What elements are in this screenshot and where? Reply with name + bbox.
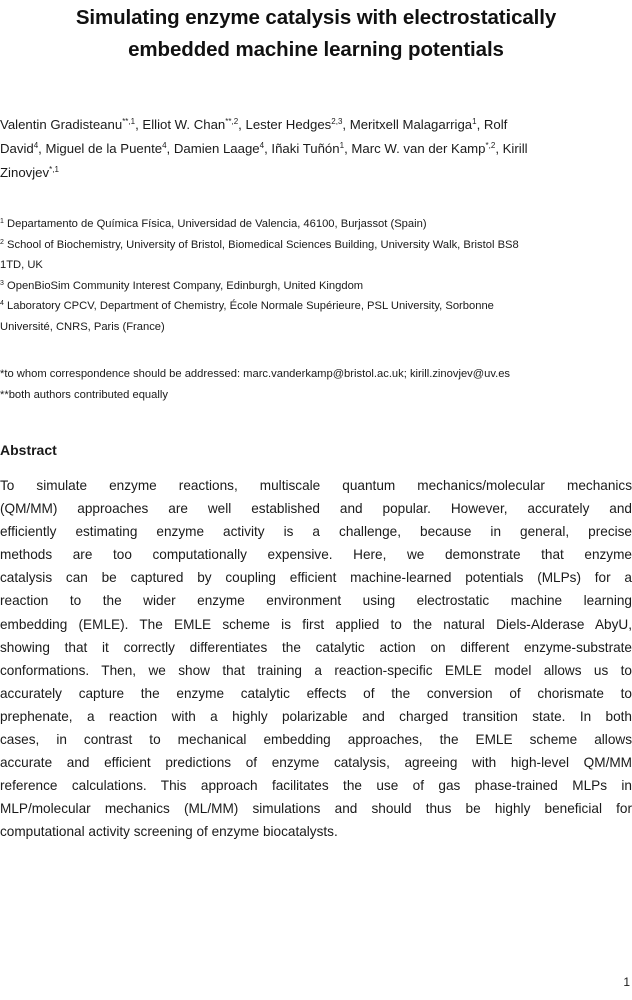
abstract-line: catalysis can be captured by coupling efficient machine-learned potentials (MLPs) for a <box>0 570 632 586</box>
abstract-line: methods are too computationally expensive. Here, we demonstrate that enzyme <box>0 547 632 563</box>
abstract-line: MLP/molecular mechanics (ML/MM) simulations and should thus be highly beneficial for <box>0 801 632 817</box>
author-affiliation-marker: *,1 <box>49 165 59 174</box>
title-line: Simulating enzyme catalysis with electrostatically <box>75 6 557 29</box>
affiliation-line <box>0 296 632 317</box>
abstract-line: computational activity screening of enzyme biocatalysts. <box>0 824 338 840</box>
author-affiliation-marker: 4 <box>259 141 265 150</box>
abstract-line: reaction to the wider enzyme environment using electrostatic machine learning <box>0 593 632 609</box>
author-affiliation-marker: **,2 <box>225 117 239 126</box>
affiliation-list <box>0 214 632 337</box>
abstract-line: prephenate, a reaction with a highly polarizable and charged transition state. In both <box>0 708 632 724</box>
correspondence-line: *to whom correspondence should be addressed: marc.vanderkamp@bristol.ac.uk; kirill.zinovjev@uv.es <box>0 368 511 380</box>
affiliation-marker: 2 <box>0 238 4 246</box>
affiliation-line <box>0 276 632 297</box>
author-affiliation-marker: 4 <box>33 141 39 150</box>
abstract-heading: Abstract <box>0 442 57 458</box>
affiliation-line <box>0 214 632 235</box>
affiliation-text: Departamento de Química Física, Universidad de Valencia, 46100, Burjassot (Spain) <box>3 218 427 230</box>
affiliation-line <box>0 255 632 276</box>
page-number: 1 <box>623 975 630 989</box>
affiliation-text: OpenBioSim Community Interest Company, Edinburgh, United Kingdom <box>3 279 364 292</box>
affiliation-marker: 1 <box>0 218 4 225</box>
affiliation-text: Laboratory CPCV, Department of Chemistry, École Normale Supérieure, PSL University, Sorbonne <box>3 300 494 312</box>
author-line <box>0 137 632 161</box>
author-affiliation-marker: **,1 <box>122 117 136 126</box>
affiliation-marker: 4 <box>0 300 4 307</box>
affiliation-text: School of Biochemistry, University of Bristol, Biomedical Sciences Building, University Walk, Bristol BS8 <box>3 238 519 251</box>
author-name: , Kirill <box>495 141 528 156</box>
affiliation-line <box>0 317 632 338</box>
author-name: , Elliot W. Chan <box>135 117 226 132</box>
author-line <box>0 113 632 137</box>
author-affiliation-marker: *,2 <box>485 141 496 150</box>
author-name: David <box>0 141 34 156</box>
author-name: , Lester Hedges <box>238 117 332 132</box>
abstract-line: reference calculations. This approach facilitates the use of gas phase-trained MLPs in <box>0 778 632 794</box>
abstract-line: embedding (EMLE). The EMLE scheme is first applied to the natural Diels-Alderase AbyU, <box>0 616 632 632</box>
abstract-line: accurately capture the enzyme catalytic effects of the conversion of chorismate to <box>0 685 632 701</box>
author-name: Zinovjev <box>0 165 50 180</box>
title-line: embedded machine learning potentials <box>128 38 504 61</box>
equal-contribution-line: **both authors contributed equally <box>0 389 168 401</box>
author-affiliation-marker: 1 <box>472 117 477 126</box>
abstract-line: showing that it correctly differentiates the catalytic action on different enzyme-substrate <box>0 639 632 655</box>
author-name: , Rolf <box>476 117 508 132</box>
correspondence-note <box>0 364 632 406</box>
author-name: Valentin Gradisteanu <box>0 117 123 132</box>
affiliation-text: 1TD, UK <box>0 259 43 271</box>
abstract-line: cases, in contrast to mechanical embedding approaches, the EMLE scheme allows <box>0 732 632 748</box>
abstract-body <box>0 474 632 844</box>
author-name: , Meritxell Malagarriga <box>342 117 473 132</box>
author-name: , Miguel de la Puente <box>38 141 163 156</box>
author-list <box>0 113 632 185</box>
affiliation-marker: 3 <box>0 279 4 287</box>
author-name: , Iñaki Tuñón <box>264 141 340 156</box>
abstract-line: conformations. Then, we show that training a reaction-specific EMLE model allows us to <box>0 662 632 678</box>
abstract-line: efficiently estimating enzyme activity is a challenge, because in general, precise <box>0 524 632 540</box>
author-affiliation-marker: 1 <box>339 141 345 150</box>
abstract-line: accurate and efficient predictions of enzyme catalysis, agreeing with high-level QM/MM <box>0 755 632 771</box>
author-affiliation-marker: 2,3 <box>331 117 343 126</box>
author-affiliation-marker: 4 <box>162 141 167 150</box>
author-line <box>0 161 632 185</box>
abstract-line: (QM/MM) approaches are well established and popular. However, accurately and <box>0 501 632 517</box>
affiliation-line <box>0 235 632 256</box>
affiliation-text: Université, CNRS, Paris (France) <box>0 320 165 333</box>
author-name: , Marc W. van der Kamp <box>344 141 486 156</box>
author-name: , Damien Laage <box>166 141 260 156</box>
paper-title <box>0 2 632 66</box>
abstract-line: To simulate enzyme reactions, multiscale quantum mechanics/molecular mechanics <box>0 478 632 493</box>
